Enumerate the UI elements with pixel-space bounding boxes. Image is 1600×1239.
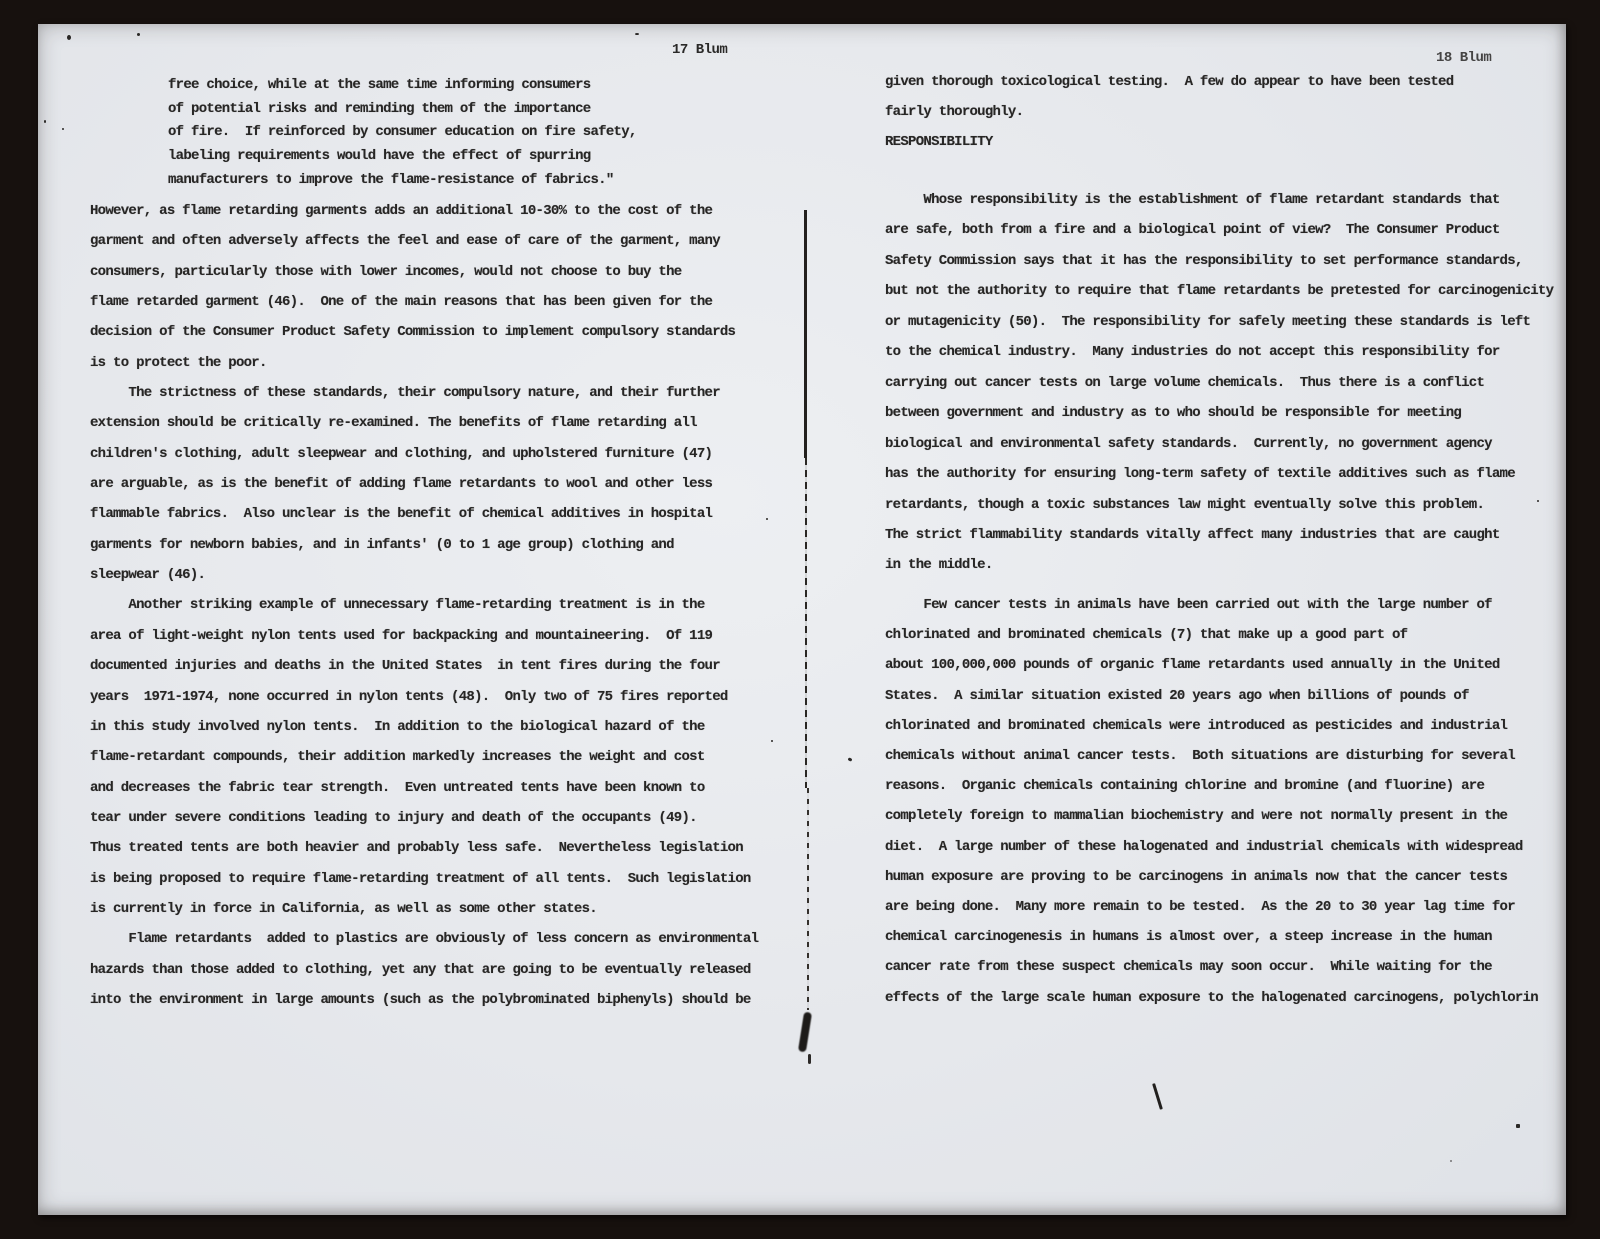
ink-speck (67, 35, 71, 40)
text-line: and decreases the fabric tear strength. Even untreated tents have been known to (90, 779, 705, 796)
pen-mark (1152, 1083, 1162, 1110)
text-line: children's clothing, adult sleepwear and clothing, and upholstered furniture (47) (90, 445, 713, 462)
text-line: effects of the large scale human exposure to the halogenated carcinogens, polychlorin (885, 989, 1538, 1006)
text-line: Whose responsibility is the establishment of flame retardant standards that (885, 192, 1500, 208)
text-line: consumers, particularly those with lower incomes, would not choose to buy the (90, 263, 682, 280)
text-line: chlorinated and brominated chemicals (7) that make up a good part of (885, 627, 1408, 644)
text-line: of fire. If reinforced by consumer education on fire safety, (168, 124, 637, 141)
text-line: years 1971-1974, none occurred in nylon tents (48). Only two of 75 fires reported (90, 688, 728, 705)
text-line: carrying out cancer tests on large volume chemicals. Thus there is a conflict (885, 374, 1485, 391)
text-line: is being proposed to require flame-retarding treatment of all tents. Such legislation (90, 870, 751, 887)
ink-speck (44, 120, 46, 123)
page-fold-crease-blot (798, 1012, 812, 1053)
text-line: retardants, though a toxic substances law might eventually solve this problem. (885, 496, 1485, 513)
text-line: The strict flammability standards vitally affect many industries that are caught (885, 526, 1500, 543)
text-line: documented injuries and deaths in the United States in tent fires during the four (90, 658, 720, 675)
right-page-cancer-tests-paragraph (885, 590, 1538, 1013)
text-line: to the chemical industry. Many industries do not accept this responsibility for (885, 344, 1500, 361)
page-fold-crease (807, 788, 809, 1010)
text-line: has the authority for ensuring long-term safety of textile additives such as flame (885, 466, 1515, 483)
text-line: in the middle. (885, 557, 993, 574)
text-line: are being done. Many more remain to be tested. As the 20 to 30 year lag time for (885, 899, 1515, 916)
text-line: Another striking example of unnecessary flame-retarding treatment is in the (90, 597, 705, 614)
text-line: diet. A large number of these halogenated and industrial chemicals with widespread (885, 838, 1523, 855)
text-line: hazards than those added to clothing, yet any that are going to be eventually released (90, 961, 751, 978)
text-line: cancer rate from these suspect chemicals may soon occur. While waiting for the (885, 959, 1492, 976)
text-line: free choice, while at the same time informing consumers (168, 77, 591, 93)
ink-speck (62, 128, 64, 130)
text-line: However, as flame retarding garments adds an additional 10-30% to the cost of the (90, 203, 713, 219)
text-line: States. A similar situation existed 20 years ago when billions of pounds of (885, 687, 1469, 704)
text-line: decision of the Consumer Product Safety Commission to implement compulsory standards (90, 324, 736, 341)
text-line: Few cancer tests in animals have been carried out with the large number of (885, 597, 1492, 613)
text-line: garment and often adversely affects the feel and ease of care of the garment, many (90, 233, 720, 250)
text-line: or mutagenicity (50). The responsibility for safely meeting these standards is left (885, 313, 1531, 330)
text-line: between government and industry as to who should be responsible for meeting (885, 405, 1462, 422)
text-line: given thorough toxicological testing. A few do appear to have been tested (885, 74, 1454, 90)
text-line: reasons. Organic chemicals containing chlorine and bromine (and fluorine) are (885, 778, 1485, 795)
left-page-number: 17 Blum (672, 42, 728, 58)
text-line: flame-retardant compounds, their addition markedly increases the weight and cost (90, 749, 705, 766)
text-line: Flame retardants added to plastics are obviously of less concern as environmental (90, 931, 759, 948)
text-line: tear under severe conditions leading to injury and death of the occupants (49). (90, 809, 697, 826)
right-page-responsibility-paragraph (885, 185, 1553, 581)
text-line: completely foreign to mammalian biochemistry and were not normally present in the (885, 808, 1508, 825)
text-line: garments for newborn babies, and in infants' (0 to 1 age group) clothing and (90, 536, 674, 553)
text-line: are safe, both from a fire and a biological point of view? The Consumer Product (885, 222, 1500, 239)
text-line: labeling requirements would have the effect of spurring (168, 148, 591, 165)
text-line: about 100,000,000 pounds of organic flame retardants used annually in the United (885, 657, 1500, 674)
ink-speck (1450, 1160, 1452, 1162)
text-line: biological and environmental safety standards. Currently, no government agency (885, 435, 1492, 452)
ink-speck (1516, 1124, 1520, 1128)
text-line: human exposure are proving to be carcinogens in animals now that the cancer tests (885, 868, 1508, 885)
text-line: is currently in force in California, as well as some other states. (90, 900, 597, 917)
text-line: chlorinated and brominated chemicals were introduced as pesticides and industrial (885, 717, 1508, 734)
right-page-number: 18 Blum (1436, 50, 1492, 66)
text-line: manufacturers to improve the flame-resistance of fabrics." (168, 171, 614, 188)
ink-speck (771, 740, 773, 742)
text-line: are arguable, as is the benefit of adding flame retardants to wool and other less (90, 476, 713, 493)
ink-speck (848, 757, 853, 761)
text-line: of potential risks and reminding them of the importance (168, 100, 591, 117)
left-page-quote-block (168, 74, 637, 193)
book-page-spread (38, 24, 1566, 1215)
right-page-intro-text (885, 67, 1453, 157)
text-line: The strictness of these standards, their compulsory nature, and their further (90, 385, 720, 402)
text-line: but not the authority to require that flame retardants be pretested for carcinogenicity (885, 283, 1554, 300)
text-line: extension should be critically re-examined. The benefits of flame retarding all (90, 415, 697, 432)
text-line: in this study involved nylon tents. In addition to the biological hazard of the (90, 718, 705, 735)
left-page-body-text (90, 196, 758, 1015)
text-line: sleepwear (46). (90, 567, 206, 584)
text-line: Safety Commission says that it has the responsibility to set performance standards, (885, 252, 1523, 269)
text-line: area of light-weight nylon tents used for backpacking and mountaineering. Of 119 (90, 627, 713, 644)
ink-speck (137, 33, 140, 36)
text-line: flammable fabrics. Also unclear is the benefit of chemical additives in hospital (90, 506, 713, 523)
text-line: fairly thoroughly. (885, 104, 1024, 120)
text-line: chemical carcinogenesis in humans is almost over, a steep increase in the human (885, 929, 1492, 946)
text-line: flame retarded garment (46). One of the main reasons that has been given for the (90, 294, 713, 311)
page-fold-crease (805, 458, 807, 788)
text-line: RESPONSIBILITY (885, 134, 993, 150)
text-line: is to protect the poor. (90, 354, 267, 371)
text-line: Thus treated tents are both heavier and probably less safe. Nevertheless legislation (90, 840, 743, 857)
page-fold-crease (804, 210, 807, 458)
ink-speck (635, 33, 639, 35)
ink-speck (766, 518, 768, 520)
ink-speck (1537, 500, 1539, 502)
text-line: into the environment in large amounts (such as the polybrominated biphenyls) should be (90, 991, 751, 1008)
page-fold-crease-blot (808, 1054, 811, 1064)
text-line: chemicals without animal cancer tests. Both situations are disturbing for several (885, 748, 1515, 765)
